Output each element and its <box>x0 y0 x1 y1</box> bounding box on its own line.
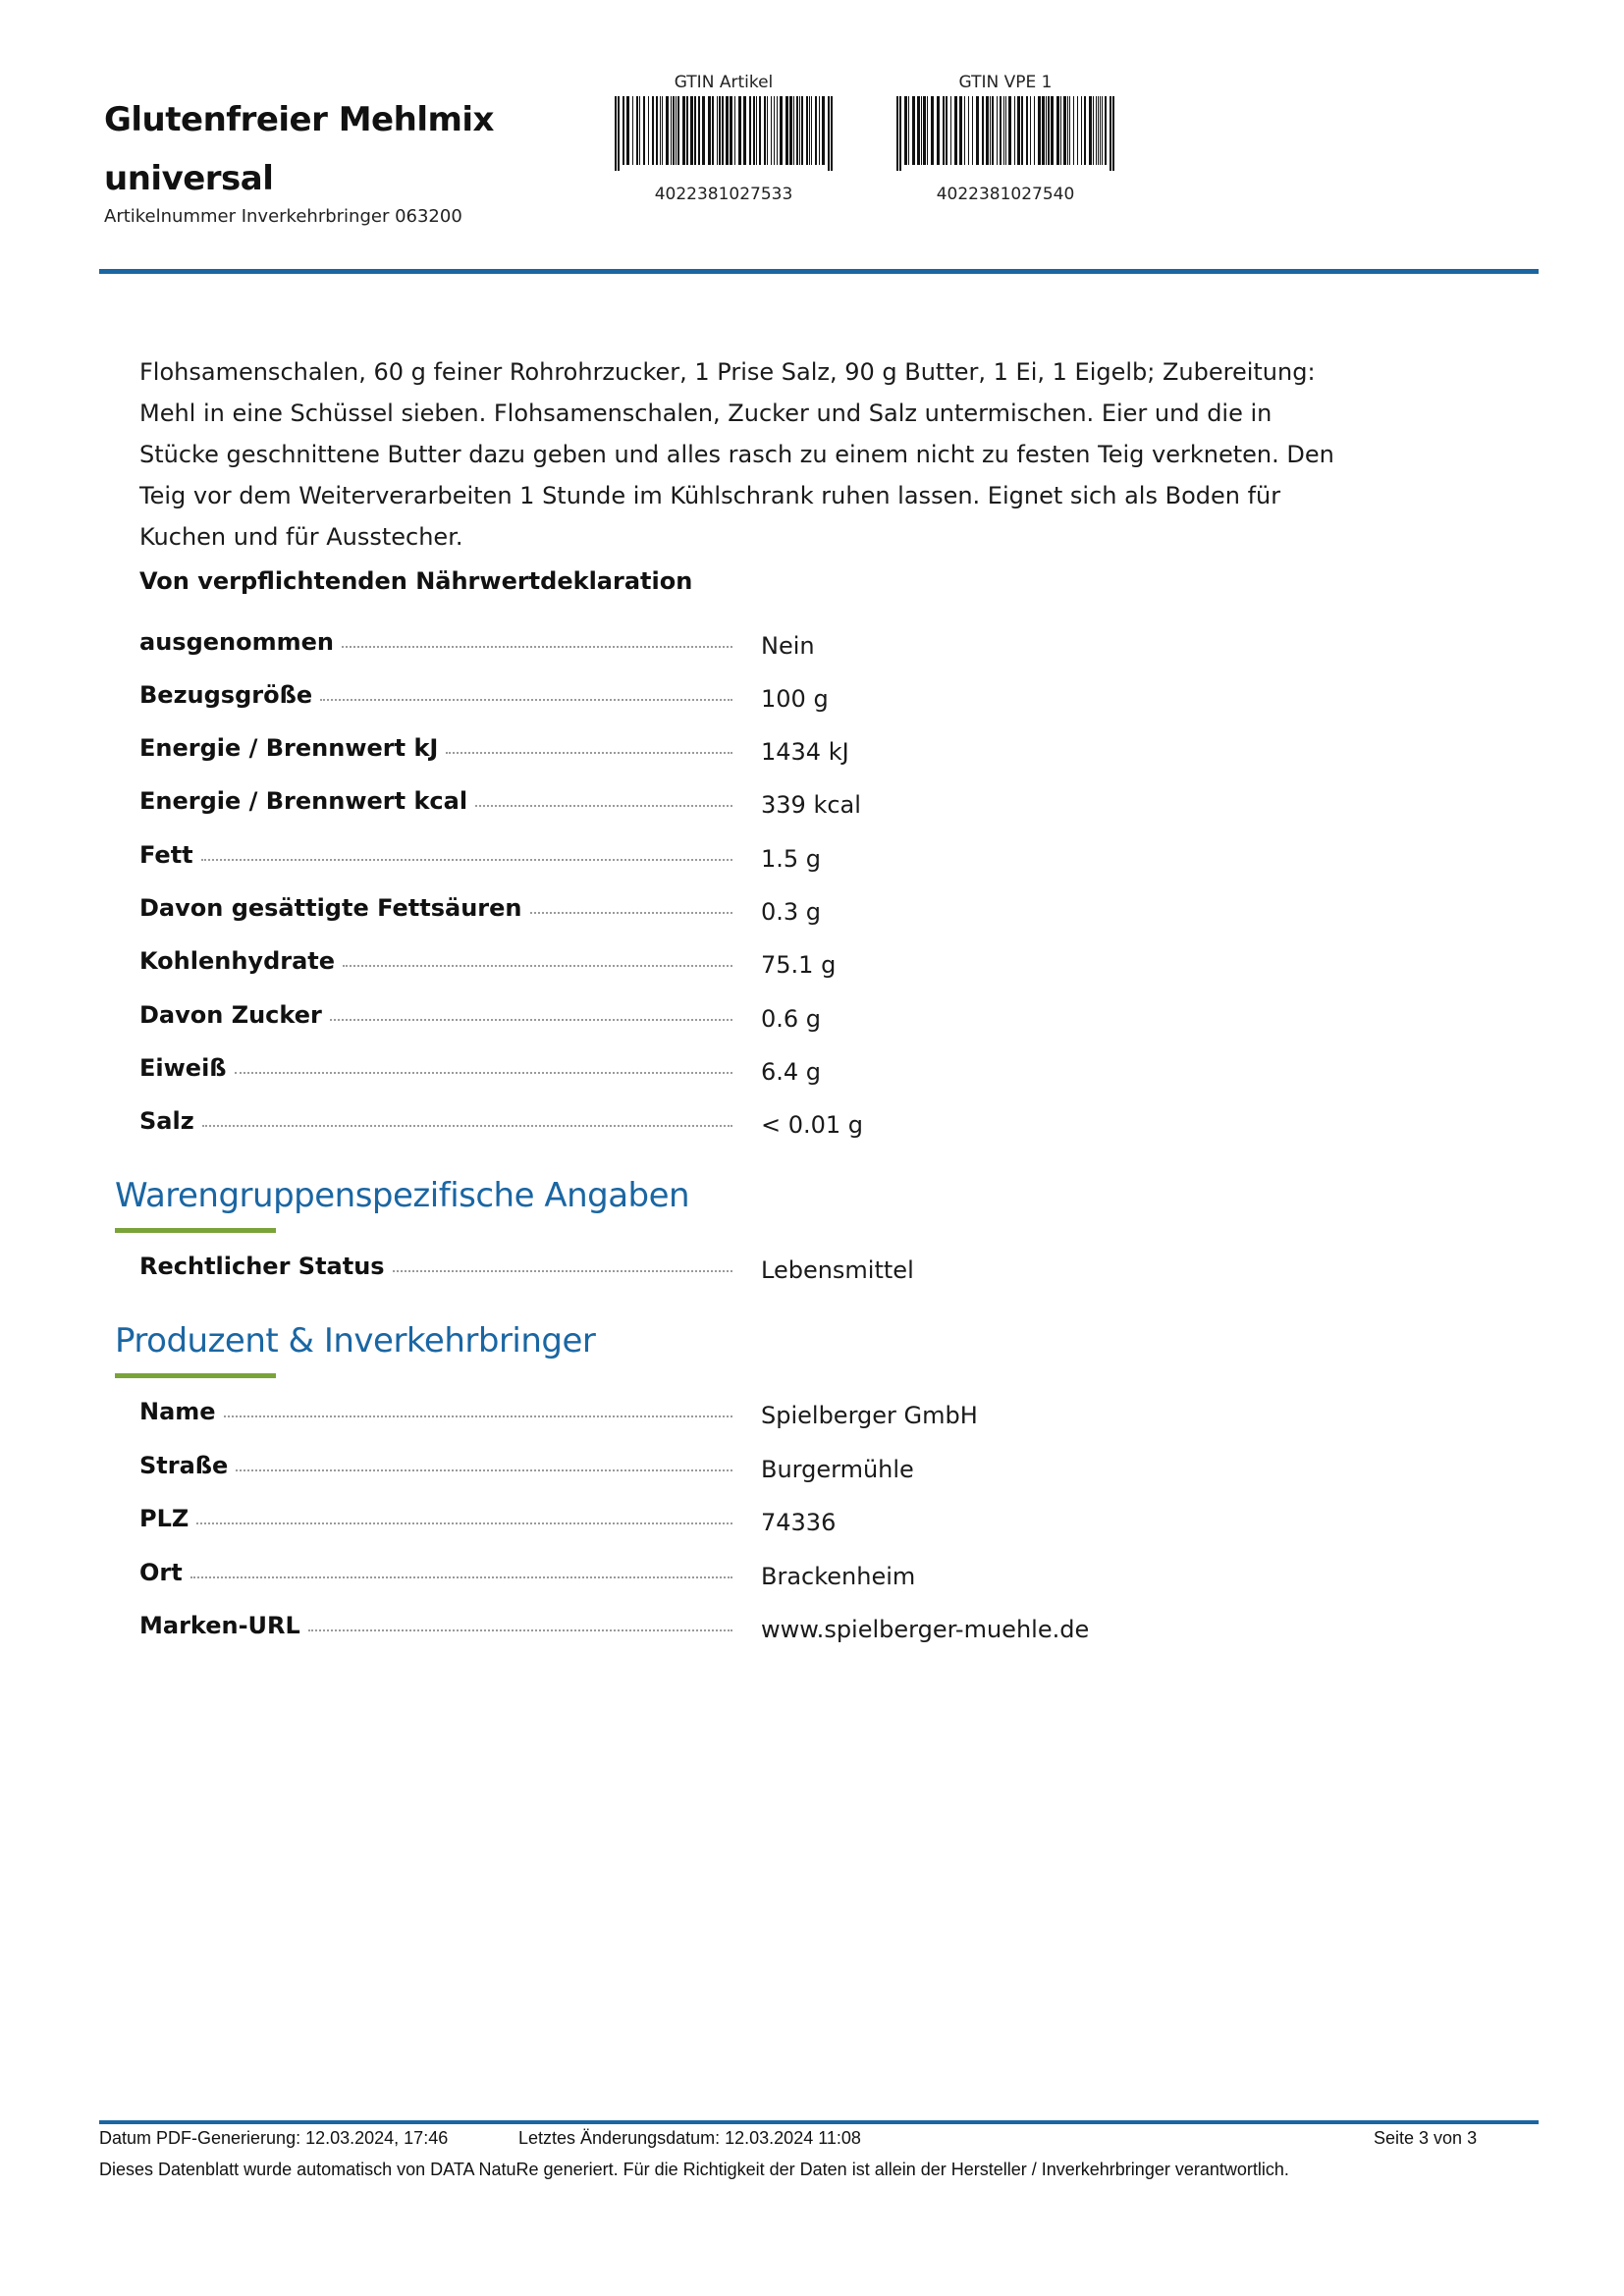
row-label: Straße <box>139 1452 229 1479</box>
barcode-bar <box>708 96 711 165</box>
dot-leader <box>196 1522 732 1524</box>
barcode-guard-bar <box>1112 96 1114 171</box>
row-label: Name <box>139 1398 216 1425</box>
barcode-bar <box>1077 96 1078 165</box>
nutrition-heading: Von verpflichtenden Nährwertdeklaration <box>139 567 693 595</box>
row-value: Lebensmittel <box>761 1256 914 1284</box>
section-underline <box>115 1373 276 1378</box>
row-label: Marken-URL <box>139 1612 300 1639</box>
footer-changed-date: Letztes Änderungsdatum: 12.03.2024 11:08 <box>518 2128 861 2148</box>
barcode-bar <box>921 96 922 165</box>
barcode-bar <box>917 96 920 165</box>
barcode-bar <box>1034 96 1035 165</box>
barcode-guard-bar <box>899 96 901 171</box>
barcode-bar <box>954 96 957 165</box>
barcode-bar <box>789 96 792 165</box>
row-value: 0.6 g <box>761 1005 822 1033</box>
dot-leader <box>224 1415 732 1417</box>
barcode-bar <box>799 96 800 165</box>
row-value: 6.4 g <box>761 1058 822 1086</box>
barcode-bar <box>908 96 909 165</box>
barcode-bar <box>1089 96 1092 165</box>
barcode-bar <box>801 96 803 165</box>
section-title-goods: Warengruppenspezifische Angaben <box>115 1176 690 1215</box>
dot-leader <box>343 965 732 967</box>
barcode-bar <box>738 96 741 165</box>
barcode-bar <box>1003 96 1004 165</box>
barcode-bar <box>780 96 783 165</box>
dot-leader <box>320 699 732 701</box>
barcode-bar <box>982 96 984 165</box>
barcode-bar <box>1048 96 1050 165</box>
producer-row-brand-url <box>139 1600 1090 1643</box>
section-title-producer: Produzent & Inverkehrbringer <box>115 1321 596 1361</box>
barcode-bar <box>972 96 973 165</box>
barcode-guard-bar <box>1110 96 1111 171</box>
barcode-bar <box>676 96 677 165</box>
barcode-bar <box>959 96 962 165</box>
row-value: 100 g <box>761 685 829 713</box>
row-value: 339 kcal <box>761 791 861 819</box>
dot-leader <box>393 1270 732 1272</box>
barcode-bar <box>1005 96 1006 165</box>
barcode-bar <box>1093 96 1094 165</box>
barcode-bar <box>1096 96 1097 165</box>
barcode-bar <box>753 96 755 165</box>
barcode-bar <box>1000 96 1001 165</box>
dot-leader <box>201 859 732 861</box>
barcode-bar <box>1098 96 1099 165</box>
dot-leader <box>308 1629 732 1631</box>
dot-leader <box>446 752 732 754</box>
barcode-gtin-vpe <box>888 73 1123 204</box>
barcode-bar <box>1056 96 1059 165</box>
barcode-bar <box>626 96 629 165</box>
dot-leader <box>235 1072 732 1074</box>
barcode-guard-bar <box>831 96 833 171</box>
dot-leader <box>236 1469 732 1471</box>
barcode-bar <box>648 96 649 165</box>
producer-row-street <box>139 1440 1023 1483</box>
barcode-bar <box>1051 96 1054 165</box>
barcode-bar <box>990 96 991 165</box>
barcode-bar <box>964 96 965 165</box>
header-divider <box>99 269 1539 274</box>
barcode-bar <box>1084 96 1086 165</box>
barcode-bar <box>927 96 928 165</box>
barcode-bar <box>937 96 940 165</box>
row-label: Davon Zucker <box>139 1001 322 1029</box>
barcode-bar <box>822 96 825 165</box>
barcode-bar <box>656 96 658 165</box>
barcode-bar <box>730 96 732 165</box>
nutrition-row-saturated-fat <box>139 882 1023 926</box>
barcode-bar <box>677 96 679 165</box>
producer-row-city <box>139 1547 1023 1590</box>
barcode-bar <box>796 96 798 165</box>
row-value: 1.5 g <box>761 845 822 873</box>
row-value: < 0.01 g <box>761 1111 864 1139</box>
barcode-bar <box>815 96 817 165</box>
barcode-bar <box>1069 96 1070 165</box>
nutrition-row-energy-kcal <box>139 775 1023 819</box>
row-label: Salz <box>139 1107 194 1135</box>
row-label: Energie / Brennwert kJ <box>139 734 439 762</box>
barcode-guard-bar <box>828 96 830 171</box>
row-value: 74336 <box>761 1509 837 1536</box>
recipe-text: Flohsamenschalen, 60 g feiner Rohrohrzucker, 1 Prise Salz, 90 g Butter, 1 Ei, 1 Eigelb; Zubereitung: Mehl in eine Schüssel sieben. Flohsamenschalen, Zucker und Salz untermischen. Eier und die in Stücke geschnittene Butter dazu geben und alles rasch zu einem nicht zu festen Teig verkneten. Den Teig vor dem Weiterverarbeiten 1 Stunde im Kühlschrank ruhen lassen. Eignet sich als Boden für Kuchen und für Ausstecher. <box>139 358 1334 551</box>
row-label: Eiweiß <box>139 1054 227 1082</box>
barcode-bar <box>673 96 675 165</box>
barcode-image <box>893 96 1118 171</box>
barcode-bar <box>734 96 735 165</box>
barcode-bar <box>1067 96 1068 165</box>
barcode-bar <box>652 96 654 165</box>
footer-generated-date: Datum PDF-Generierung: 12.03.2024, 17:46 <box>99 2128 449 2148</box>
row-value: 75.1 g <box>761 951 837 979</box>
barcode-bar <box>1038 96 1041 165</box>
row-value: 1434 kJ <box>761 738 849 766</box>
barcode-label: GTIN VPE 1 <box>958 73 1053 92</box>
dot-leader <box>330 1019 732 1021</box>
barcode-bar <box>690 96 693 165</box>
barcode-bar <box>1021 96 1023 165</box>
barcode-bar <box>759 96 761 165</box>
barcode-bar <box>671 96 672 165</box>
row-label: Energie / Brennwert kcal <box>139 787 468 815</box>
barcode-bar <box>726 96 729 165</box>
barcode-guard-bar <box>615 96 617 171</box>
barcode-bar <box>793 96 794 165</box>
row-value: Brackenheim <box>761 1563 916 1590</box>
barcode-bar <box>1100 96 1101 165</box>
row-value: www.spielberger-muehle.de <box>761 1616 1090 1643</box>
barcode-bar <box>719 96 721 165</box>
barcode-bar <box>1073 96 1074 165</box>
barcode-bar <box>811 96 812 165</box>
barcode-bar <box>1026 96 1028 165</box>
row-value: Nein <box>761 632 815 660</box>
barcode-bar <box>717 96 718 165</box>
row-label: ausgenommen <box>139 628 334 656</box>
barcode-bar <box>1081 96 1082 165</box>
barcode-bar <box>666 96 669 165</box>
nutrition-row-reference <box>139 669 1023 713</box>
nutrition-row-energy-kj <box>139 722 1023 766</box>
barcode-bar <box>912 96 915 165</box>
barcode-bar <box>764 96 766 165</box>
barcode-bar <box>1030 96 1031 165</box>
barcode-bar <box>997 96 998 165</box>
barcode-number: 4022381027540 <box>936 185 1075 204</box>
barcode-bar <box>809 96 810 165</box>
row-label: Ort <box>139 1559 183 1586</box>
section-underline <box>115 1228 276 1233</box>
barcode-bar <box>931 96 934 165</box>
barcode-bar <box>698 96 700 165</box>
row-label: Bezugsgröße <box>139 681 313 709</box>
barcode-bar <box>923 96 926 165</box>
barcode-bar <box>749 96 751 165</box>
nutrition-row-fat <box>139 829 1023 873</box>
barcode-guard-bar <box>618 96 620 171</box>
barcode-bar <box>777 96 778 165</box>
barcode-bar <box>1046 96 1047 165</box>
barcode-bar <box>774 96 775 165</box>
nutrition-row-exempt <box>139 616 1023 660</box>
barcode-bar <box>643 96 645 165</box>
barcode-bar <box>743 96 746 165</box>
barcode-bar <box>771 96 772 165</box>
barcode-bar <box>756 96 757 165</box>
nutrition-row-salt <box>139 1095 1023 1139</box>
nutrition-row-sugar <box>139 989 1023 1033</box>
barcode-bar <box>686 96 688 165</box>
footer-divider <box>99 2120 1539 2124</box>
barcode-bar <box>986 96 989 165</box>
producer-row-zip <box>139 1493 1023 1536</box>
barcode-bar <box>694 96 696 165</box>
barcode-bar <box>1102 96 1103 165</box>
dot-leader <box>190 1576 732 1578</box>
barcode-number: 4022381027533 <box>654 185 793 204</box>
barcode-label: GTIN Artikel <box>674 73 774 92</box>
barcode-bar <box>1008 96 1011 165</box>
goods-row-legal-status <box>139 1241 1023 1284</box>
barcode-bar <box>1105 96 1107 165</box>
barcode-bar <box>767 96 768 165</box>
row-label: Fett <box>139 841 193 869</box>
dot-leader <box>342 646 732 648</box>
nutrition-row-carbohydrates <box>139 935 1023 979</box>
nutrition-row-protein <box>139 1042 1023 1086</box>
barcode-bar <box>904 96 907 165</box>
barcode-bar <box>702 96 705 165</box>
article-number: Artikelnummer Inverkehrbringer 063200 <box>104 206 462 227</box>
barcode-bar <box>950 96 951 165</box>
barcode-bar <box>636 96 638 165</box>
dot-leader <box>202 1125 732 1127</box>
barcode-bar <box>806 96 808 165</box>
dot-leader <box>475 805 732 807</box>
barcode-bar <box>662 96 663 165</box>
barcode-bar <box>1042 96 1045 165</box>
barcode-gtin-artikel <box>606 73 841 204</box>
footer-page-number: Seite 3 von 3 <box>1374 2128 1478 2148</box>
barcode-bar <box>946 96 947 165</box>
row-value: Burgermühle <box>761 1456 914 1483</box>
barcode-bar <box>639 96 640 165</box>
barcode-bar <box>968 96 969 165</box>
row-label: Davon gesättigte Fettsäuren <box>139 894 522 922</box>
row-value: 0.3 g <box>761 898 822 926</box>
barcode-bar <box>943 96 945 165</box>
producer-row-name <box>139 1386 1023 1429</box>
barcode-bar <box>1063 96 1066 165</box>
row-label: PLZ <box>139 1505 189 1532</box>
barcode-guard-bar <box>896 96 898 171</box>
row-label: Kohlenhydrate <box>139 947 336 975</box>
barcode-bar <box>819 96 820 165</box>
footer-disclaimer: Dieses Datenblatt wurde automatisch von DATA NatuRe generiert. Für die Richtigkeit der Daten ist allein der Hersteller / Inverkehrbringer verantwortlich. <box>99 2160 1289 2179</box>
barcode-bar <box>1017 96 1020 165</box>
barcode-bar <box>712 96 714 165</box>
barcode-bar <box>785 96 788 165</box>
barcode-bar <box>976 96 979 165</box>
row-label: Rechtlicher Status <box>139 1253 385 1280</box>
barcode-bar <box>632 96 633 165</box>
barcode-bar <box>682 96 685 165</box>
barcode-bar <box>660 96 661 165</box>
barcode-bar <box>1060 96 1061 165</box>
product-title: Glutenfreier Mehlmix universal <box>104 100 494 198</box>
row-value: Spielberger GmbH <box>761 1402 978 1429</box>
barcode-bar <box>992 96 994 165</box>
barcode-image <box>611 96 837 171</box>
barcode-bar <box>1014 96 1015 165</box>
dot-leader <box>530 912 732 914</box>
barcode-bar <box>722 96 724 165</box>
barcode-bar <box>623 96 624 165</box>
